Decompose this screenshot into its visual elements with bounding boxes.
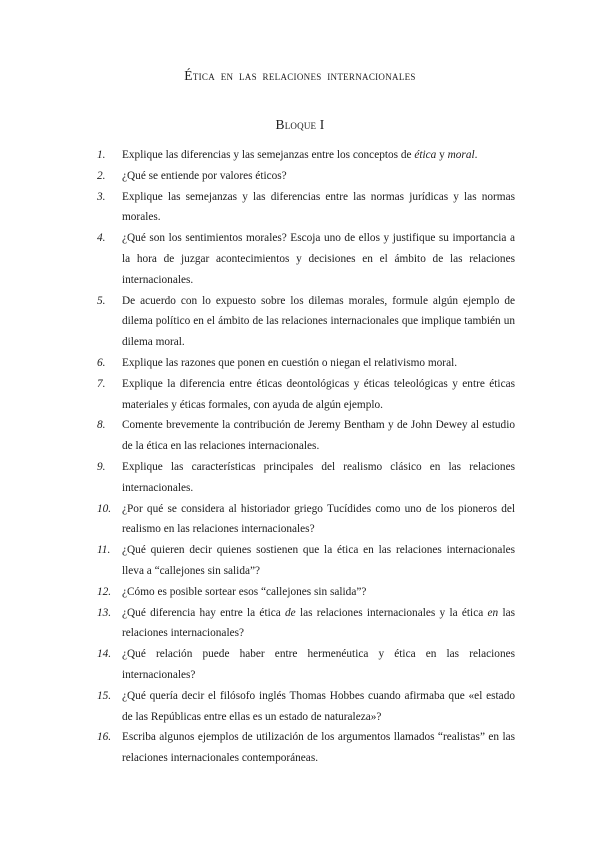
question-text-run: Explique las razones que ponen en cuestión o niegan el relativismo moral. xyxy=(122,356,458,369)
question-text-emphasis: en xyxy=(487,606,499,619)
question-text xyxy=(122,499,515,541)
question-text xyxy=(122,374,515,416)
question-text xyxy=(122,353,515,374)
question-item xyxy=(97,603,515,645)
question-text-run: Comente brevemente la contribución de Jeremy Bentham y de John Dewey al estudio de la ética en las relaciones internacionales. xyxy=(122,419,515,453)
question-number: 10. xyxy=(97,502,112,515)
question-text-run: ¿Qué quieren decir quienes sostienen que la ética en las relaciones internacionales lleva a “callejones sin salida”? xyxy=(122,544,515,577)
question-text-run: las relaciones internacionales? xyxy=(122,606,516,640)
question-text xyxy=(122,145,515,166)
question-text-run: Explique las diferencias y las semejanzas entre los conceptos de xyxy=(122,149,415,161)
question-text xyxy=(122,166,515,187)
question-item xyxy=(97,686,515,728)
question-text-emphasis: moral xyxy=(447,149,475,161)
question-text xyxy=(122,603,515,645)
question-number: 12. xyxy=(97,585,112,598)
question-text-run: ¿Por qué se considera al historiador griego Tucídides como uno de los pioneros del realismo en las relaciones internacionales? xyxy=(122,502,515,536)
question-text-run: . xyxy=(474,149,478,161)
question-item xyxy=(97,187,515,229)
question-text xyxy=(122,727,515,769)
question-text-run: ¿Cómo es posible sortear esos “callejones sin salida”? xyxy=(122,585,367,598)
question-item xyxy=(97,291,515,353)
question-text-run: ¿Qué son los sentimientos morales? Escoja uno de ellos y justifique su importancia a la hora de juzgar acontecimientos y decisiones en el ámbito de las relaciones internacionales. xyxy=(122,232,515,286)
question-item xyxy=(97,499,515,541)
question-number: 6. xyxy=(97,356,106,369)
question-number: 5. xyxy=(97,294,106,307)
question-number: 15. xyxy=(97,689,112,702)
question-item xyxy=(97,727,515,769)
question-number: 4. xyxy=(97,232,106,245)
question-item xyxy=(97,644,515,686)
question-item xyxy=(97,228,515,290)
question-text-run: Explique la diferencia entre éticas deontológicas y éticas teleológicas y entre éticas materiales y éticas formales, con ayuda de algún ejemplo. xyxy=(122,377,515,411)
question-text-emphasis: ética xyxy=(414,149,437,161)
question-text-emphasis: de xyxy=(285,606,296,619)
question-item xyxy=(97,540,515,582)
question-item xyxy=(97,374,515,416)
question-number: 11. xyxy=(97,544,111,557)
section-heading: Bloque I xyxy=(275,117,325,132)
question-number: 8. xyxy=(97,419,106,432)
question-text-run: De acuerdo con lo expuesto sobre los dilemas morales, formule algún ejemplo de dilema político en el ámbito de las relaciones internacionales que implique también un dilema moral. xyxy=(122,294,515,349)
question-list xyxy=(97,145,515,769)
question-text xyxy=(122,415,515,457)
question-number: 14. xyxy=(97,648,112,661)
question-number: 3. xyxy=(97,190,106,203)
question-text xyxy=(122,582,515,603)
question-item xyxy=(97,353,515,374)
question-text xyxy=(122,540,515,582)
question-text-run: ¿Qué relación puede haber entre hermenéutica y ética en las relaciones internacionales? xyxy=(122,648,515,681)
question-item xyxy=(97,415,515,457)
question-item xyxy=(97,166,515,187)
question-text-run: Explique las características principales del realismo clásico en las relaciones internacionales. xyxy=(122,460,515,494)
question-text-run: ¿Qué se entiende por valores éticos? xyxy=(122,169,287,182)
question-text-run: Escriba algunos ejemplos de utilización de los argumentos llamados “realistas” en las relaciones internacionales contemporáneas. xyxy=(122,731,515,765)
question-number: 13. xyxy=(97,606,112,619)
question-number: 2. xyxy=(97,169,106,182)
question-text-run: las relaciones internacionales y la ética xyxy=(295,606,488,619)
question-item xyxy=(97,457,515,499)
question-text-run: y xyxy=(436,149,448,161)
question-text xyxy=(122,686,515,728)
document-title: Ética en las relaciones internacionales xyxy=(184,68,416,83)
question-number: 1. xyxy=(97,149,106,161)
question-number: 7. xyxy=(97,377,106,390)
question-text-run: ¿Qué diferencia hay entre la ética xyxy=(122,606,286,619)
question-text xyxy=(122,228,515,290)
question-text xyxy=(122,644,515,686)
question-number: 9. xyxy=(97,460,106,473)
question-text xyxy=(122,457,515,499)
question-item xyxy=(97,582,515,603)
question-item xyxy=(97,145,515,166)
question-text xyxy=(122,187,515,229)
question-text-run: Explique las semejanzas y las diferencias entre las normas jurídicas y las normas morales. xyxy=(122,190,515,224)
question-text xyxy=(122,291,515,353)
question-number: 16. xyxy=(97,731,112,744)
question-text-run: ¿Qué quería decir el filósofo inglés Thomas Hobbes cuando afirmaba que «el estado de las Repúblicas entre ellas es un estado de naturaleza»? xyxy=(122,689,515,723)
